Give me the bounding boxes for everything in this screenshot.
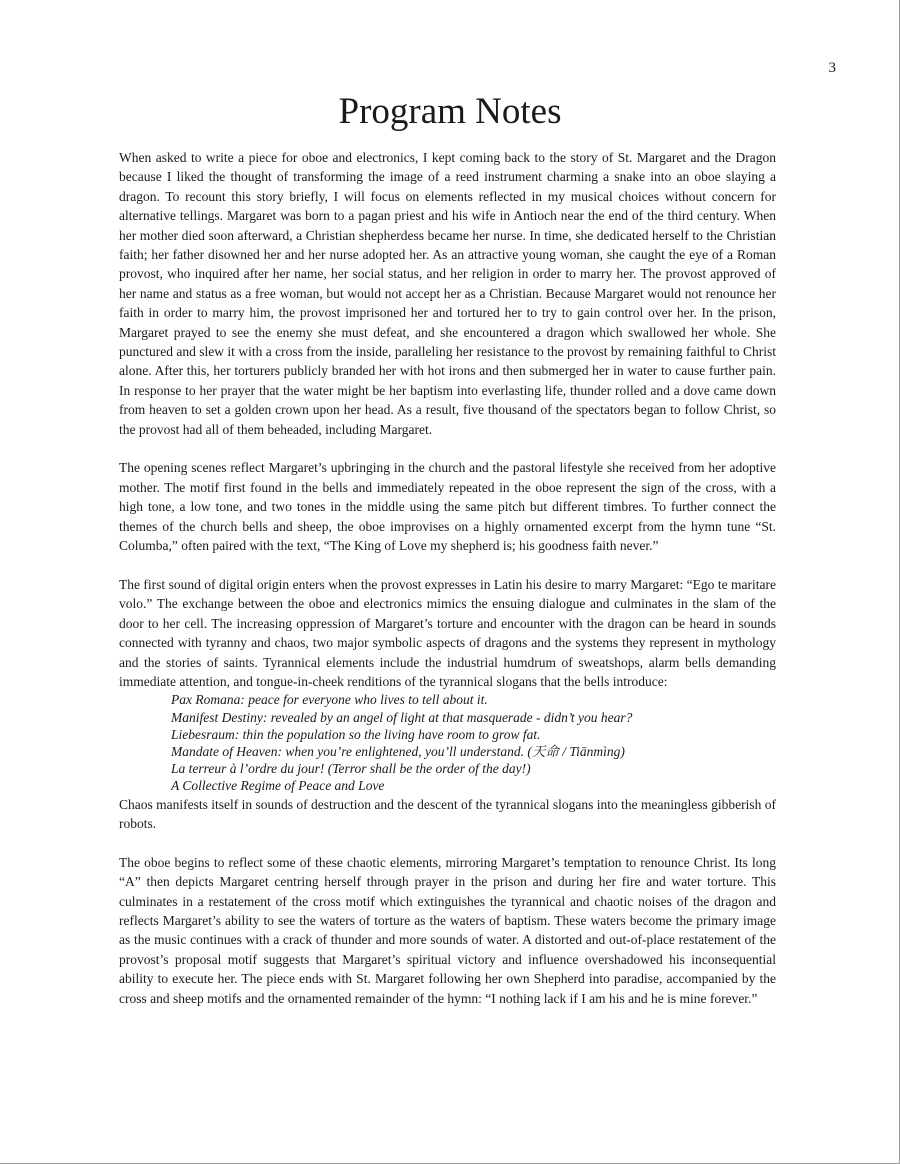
paragraph-story-summary: When asked to write a piece for oboe and electronics, I kept coming back to the story of St. Margaret and the Dragon because I liked the thought of transforming the image of a reed instrument charming a snake into an oboe slaying a dragon. To recount this story briefly, I will focus on elements reflected in my musical choices without concern for alternative tellings. Margaret was born to a pagan priest and his wife in Antioch near the end of the third century. When her mother died soon afterward, a Christian shepherdess became her nurse. In time, she dedicated herself to the Christian faith; her father disowned her and her nurse adopted her. As an attractive young woman, she caught the eye of a Roman provost, who inquired after her name, her social status, and her religion in order to marry her. The provost approved of her name and status as a free woman, but would not accept her as a Christian. Because Margaret would not renounce her faith in order to marry him, the provost imprisoned her and tortured her to try to gain control over her. In the prison, Margaret prayed to see the enemy she must defeat, and she encountered a dragon which swallowed her whole. She punctured and slew it with a cross from the inside, paralleling her resistance to the provost by remaining faithful to Christ alone. After this, her torturers publicly branded her with hot irons and then submerged her in water to cause further pain. In response to her prayer that the water might be her baptism into everlasting life, thunder rolled and a dove came down from heaven to set a golden crown upon her head. As a result, five thousand of the spectators began to follow Christ, so the provost had all of them beheaded, including Margaret. [119, 150, 776, 437]
paragraph-digital-origin: The first sound of digital origin enters when the provost expresses in Latin his desire to marry Margaret: “Ego te maritare volo.” The exchange between the oboe and electronics mimics the ensuing dialogue and culminates in the slam of the door to her cell. The increasing oppression of Margaret’s torture and encounter with the dragon can be heard in sounds connected with tyranny and chaos, two major symbolic aspects of dragons and the systems they represent in mythology and the stories of saints. Tyrannical elements include the industrial humdrum of sweatshops, alarm bells demanding immediate attention, and tongue-in-cheek renditions of the tyrannical slogans that the bells introduce: [119, 576, 776, 689]
slogan-item: Mandate of Heaven: when you’re enlightened, you’ll understand. (天命 / Tiānmìng) [171, 743, 625, 759]
paragraph-oboe-ending: The oboe begins to reflect some of these chaotic elements, mirroring Margaret’s temptation to renounce Christ. Its long “A” then depicts Margaret centring herself through prayer in the prison and during her fire and water torture. This culminates in a restatement of the cross motif which extinguishes the tyrannical and chaotic noises of the dragon and reflects Margaret’s ability to see the waters of torture as the waters of baptism. These waters become the primary image as the music continues with a crack of thunder and more sounds of water. A distorted and out-of-place restatement of the provost’s proposal motif suggests that Margaret’s spiritual victory and influence overshadowed his inconsequential ability to execute her. The piece ends with St. Margaret following her own Shepherd into paradise, accompanied by the cross and sheep motifs and the ornamented remainder of the hymn: “I nothing lack if I am his and he is mine forever.” [119, 854, 776, 1006]
slogan-item: A Collective Regime of Peace and Love [171, 778, 385, 794]
slogan-item: Liebesraum: thin the population so the living have room to grow fat. [171, 726, 541, 742]
paragraph-opening-scenes: The opening scenes reflect Margaret’s upbringing in the church and the pastoral lifestyle she received from her adoptive mother. The motif first found in the bells and immediately repeated in the oboe represent the sign of the cross, with a high tone, a low tone, and two tones in the middle using the same pitch but different timbres. To further connect the themes of the church bells and sheep, the oboe improvises on a highly ornamented excerpt from the hymn tune “St. Columba,” often paired with the text, “The King of Love my shepherd is; his goodness faith never.” [119, 460, 776, 554]
slogan-item: Manifest Destiny: revealed by an angel of light at that masquerade - didn’t you hear? [171, 709, 633, 725]
program-notes-body [119, 148, 776, 1027]
slogan-item: Pax Romana: peace for everyone who lives to tell about it. [171, 692, 488, 708]
paragraph-chaos: Chaos manifests itself in sounds of destruction and the descent of the tyrannical slogans into the meaningless gibberish of robots. [119, 796, 776, 831]
page-title: Program Notes [338, 91, 562, 132]
slogan-item: La terreur à l’ordre du jour! (Terror shall be the order of the day!) [171, 761, 531, 777]
page-number: 3 [828, 60, 836, 76]
slogan-list [171, 691, 776, 794]
